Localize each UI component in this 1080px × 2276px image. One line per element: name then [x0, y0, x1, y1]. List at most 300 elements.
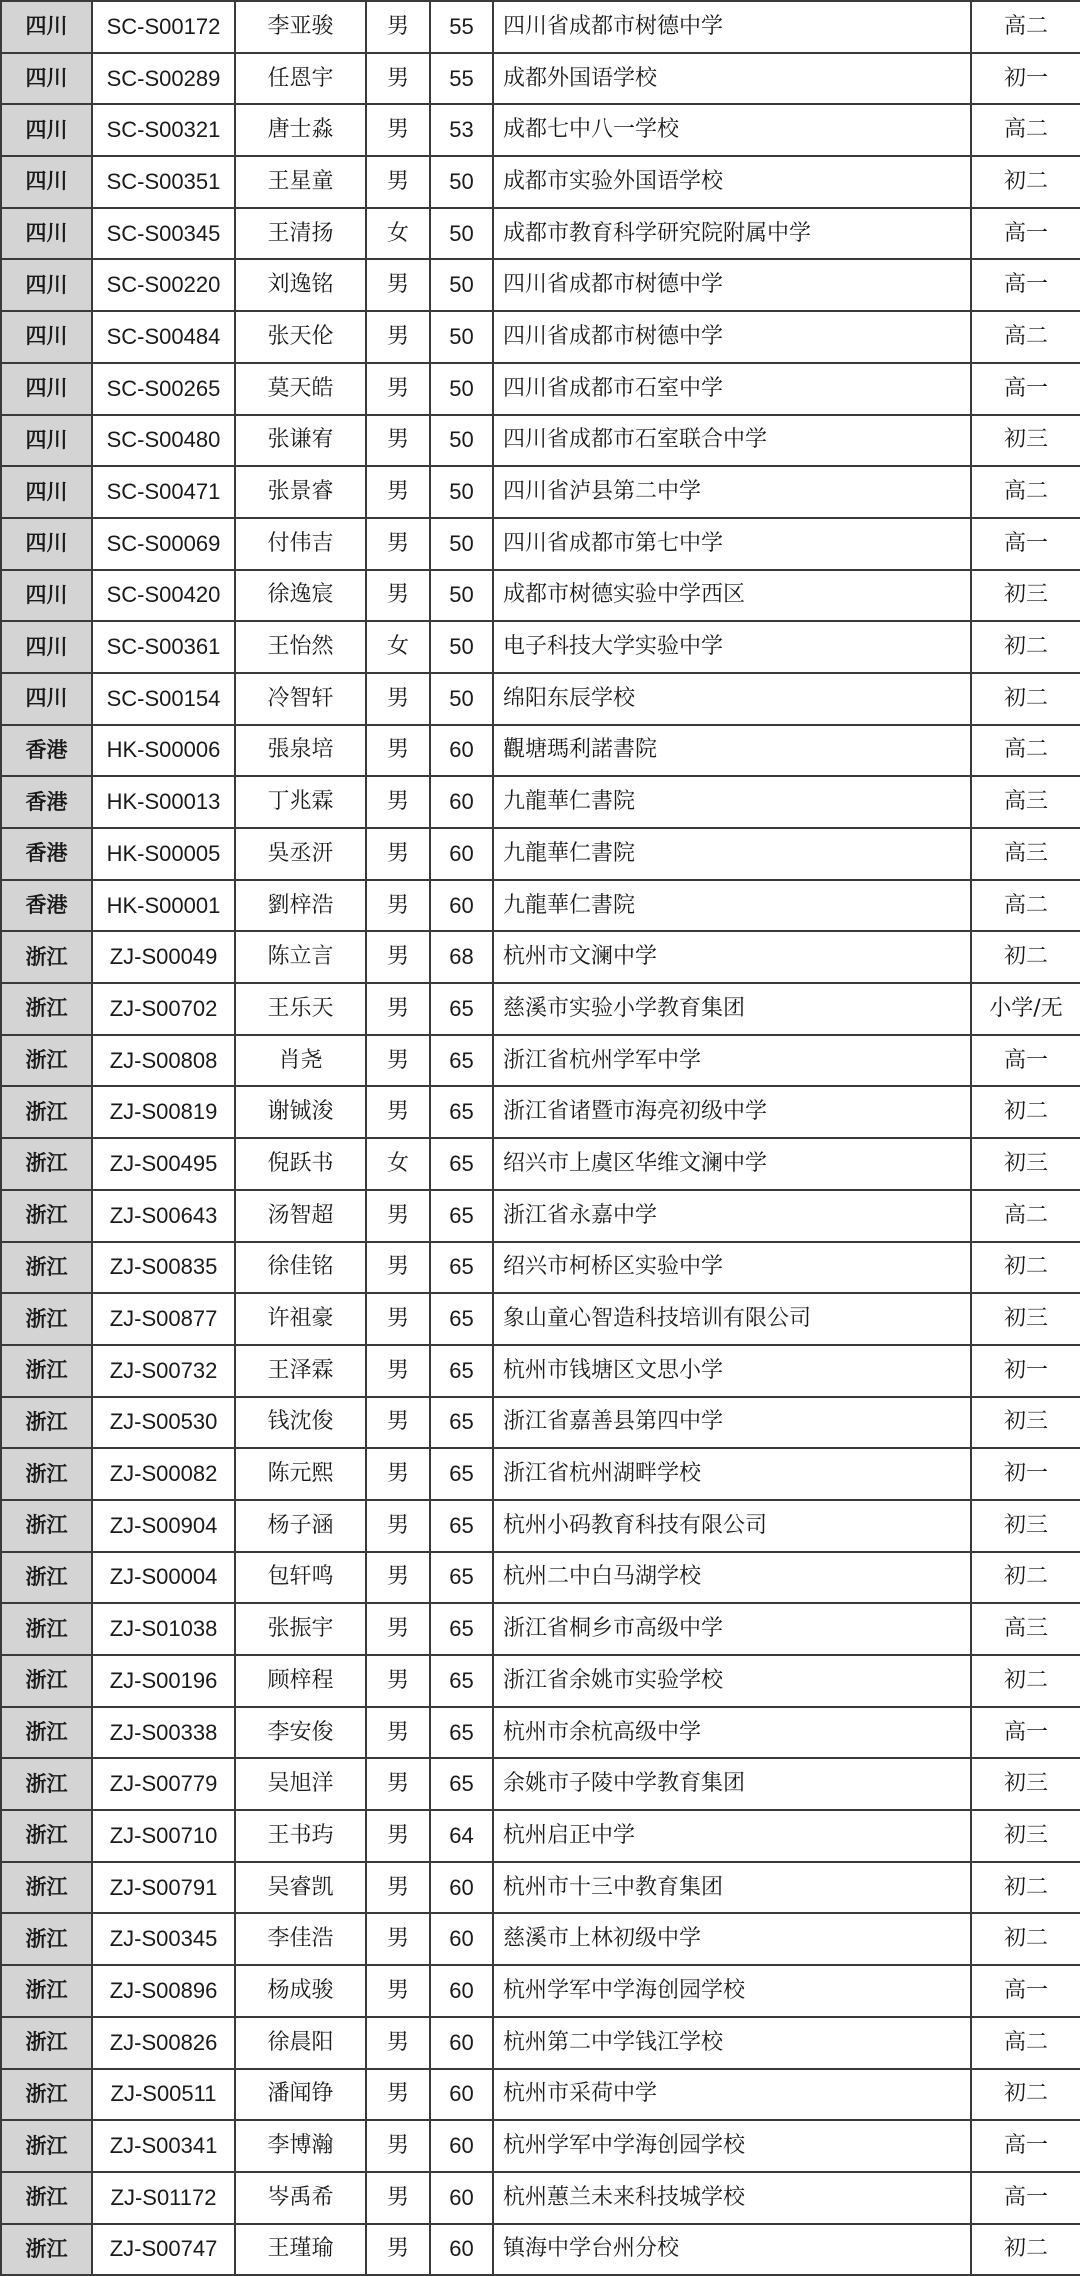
province-cell: 四川	[1, 466, 92, 518]
gender-cell: 男	[366, 880, 430, 932]
gender-cell: 男	[366, 1345, 430, 1397]
score-cell: 53	[430, 104, 493, 156]
school-cell: 杭州市文澜中学	[493, 931, 971, 983]
grade-cell: 小学/无	[971, 983, 1080, 1035]
gender-cell: 男	[366, 725, 430, 777]
table-row	[1, 1190, 1080, 1242]
candidate-id-cell: SC-S00471	[92, 466, 235, 518]
name-cell: 徐佳铭	[235, 1242, 366, 1294]
name-cell: 唐士淼	[235, 104, 366, 156]
province-cell: 浙江	[1, 1758, 92, 1810]
school-cell: 杭州第二中学钱江学校	[493, 2017, 971, 2069]
school-cell: 觀塘瑪利諾書院	[493, 725, 971, 777]
province-cell: 浙江	[1, 2120, 92, 2172]
candidate-id-cell: ZJ-S01038	[92, 1603, 235, 1655]
school-cell: 杭州学军中学海创园学校	[493, 2120, 971, 2172]
province-cell: 浙江	[1, 1242, 92, 1294]
results-table-body	[1, 1, 1080, 2275]
gender-cell: 男	[366, 673, 430, 725]
grade-cell: 高二	[971, 311, 1080, 363]
school-cell: 杭州蕙兰未来科技城学校	[493, 2172, 971, 2224]
table-row	[1, 208, 1080, 260]
candidate-id-cell: ZJ-S00049	[92, 931, 235, 983]
score-cell: 65	[430, 1397, 493, 1449]
grade-cell: 初二	[971, 931, 1080, 983]
grade-cell: 初三	[971, 415, 1080, 467]
province-cell: 四川	[1, 1, 92, 53]
name-cell: 莫天皓	[235, 363, 366, 415]
name-cell: 王怡然	[235, 621, 366, 673]
score-cell: 65	[430, 1035, 493, 1087]
candidate-id-cell: ZJ-S00826	[92, 2017, 235, 2069]
table-row	[1, 983, 1080, 1035]
score-cell: 65	[430, 1086, 493, 1138]
province-cell: 浙江	[1, 1035, 92, 1087]
grade-cell: 初三	[971, 1293, 1080, 1345]
name-cell: 刘逸铭	[235, 259, 366, 311]
gender-cell: 男	[366, 53, 430, 105]
table-row	[1, 1448, 1080, 1500]
name-cell: 李博瀚	[235, 2120, 366, 2172]
name-cell: 陈元熙	[235, 1448, 366, 1500]
name-cell: 劉梓浩	[235, 880, 366, 932]
candidate-id-cell: SC-S00069	[92, 518, 235, 570]
candidate-id-cell: ZJ-S00196	[92, 1655, 235, 1707]
school-cell: 慈溪市实验小学教育集团	[493, 983, 971, 1035]
candidate-id-cell: SC-S00321	[92, 104, 235, 156]
table-row	[1, 363, 1080, 415]
school-cell: 杭州市钱塘区文思小学	[493, 1345, 971, 1397]
score-cell: 65	[430, 983, 493, 1035]
grade-cell: 初二	[971, 673, 1080, 725]
grade-cell: 高一	[971, 2120, 1080, 2172]
candidate-id-cell: ZJ-S00835	[92, 1242, 235, 1294]
score-cell: 68	[430, 931, 493, 983]
grade-cell: 高二	[971, 1, 1080, 53]
grade-cell: 高一	[971, 1035, 1080, 1087]
name-cell: 许祖豪	[235, 1293, 366, 1345]
score-cell: 65	[430, 1603, 493, 1655]
school-cell: 杭州市采荷中学	[493, 2069, 971, 2121]
name-cell: 吴睿凯	[235, 1862, 366, 1914]
school-cell: 浙江省杭州学军中学	[493, 1035, 971, 1087]
province-cell: 四川	[1, 104, 92, 156]
table-row	[1, 2172, 1080, 2224]
name-cell: 杨成骏	[235, 1965, 366, 2017]
school-cell: 慈溪市上林初级中学	[493, 1913, 971, 1965]
candidate-id-cell: ZJ-S01172	[92, 2172, 235, 2224]
grade-cell: 初二	[971, 1086, 1080, 1138]
candidate-id-cell: ZJ-S00082	[92, 1448, 235, 1500]
candidate-id-cell: ZJ-S00808	[92, 1035, 235, 1087]
gender-cell: 男	[366, 518, 430, 570]
school-cell: 浙江省诸暨市海亮初级中学	[493, 1086, 971, 1138]
table-row	[1, 518, 1080, 570]
gender-cell: 男	[366, 2017, 430, 2069]
province-cell: 浙江	[1, 1448, 92, 1500]
gender-cell: 男	[366, 1, 430, 53]
school-cell: 九龍華仁書院	[493, 776, 971, 828]
table-row	[1, 1345, 1080, 1397]
province-cell: 四川	[1, 208, 92, 260]
school-cell: 成都市树德实验中学西区	[493, 570, 971, 622]
table-row	[1, 931, 1080, 983]
province-cell: 浙江	[1, 2017, 92, 2069]
gender-cell: 男	[366, 1500, 430, 1552]
name-cell: 任恩宇	[235, 53, 366, 105]
candidate-id-cell: HK-S00006	[92, 725, 235, 777]
table-row	[1, 1, 1080, 53]
gender-cell: 女	[366, 1138, 430, 1190]
school-cell: 四川省成都市石室联合中学	[493, 415, 971, 467]
gender-cell: 男	[366, 311, 430, 363]
table-row	[1, 2224, 1080, 2276]
name-cell: 付伟吉	[235, 518, 366, 570]
score-cell: 65	[430, 1758, 493, 1810]
name-cell: 钱沈俊	[235, 1397, 366, 1449]
table-row	[1, 1707, 1080, 1759]
province-cell: 四川	[1, 570, 92, 622]
province-cell: 浙江	[1, 1293, 92, 1345]
school-cell: 杭州小码教育科技有限公司	[493, 1500, 971, 1552]
gender-cell: 男	[366, 1397, 430, 1449]
candidate-id-cell: ZJ-S00530	[92, 1397, 235, 1449]
gender-cell: 男	[366, 570, 430, 622]
name-cell: 王星童	[235, 156, 366, 208]
grade-cell: 初二	[971, 156, 1080, 208]
province-cell: 浙江	[1, 2224, 92, 2276]
school-cell: 浙江省永嘉中学	[493, 1190, 971, 1242]
candidate-id-cell: ZJ-S00904	[92, 1500, 235, 1552]
grade-cell: 初一	[971, 1345, 1080, 1397]
grade-cell: 初三	[971, 1500, 1080, 1552]
gender-cell: 女	[366, 208, 430, 260]
grade-cell: 高一	[971, 1707, 1080, 1759]
candidate-id-cell: HK-S00001	[92, 880, 235, 932]
province-cell: 香港	[1, 776, 92, 828]
gender-cell: 男	[366, 466, 430, 518]
score-cell: 65	[430, 1345, 493, 1397]
score-cell: 60	[430, 2172, 493, 2224]
score-cell: 60	[430, 2069, 493, 2121]
candidate-id-cell: ZJ-S00877	[92, 1293, 235, 1345]
candidate-id-cell: ZJ-S00896	[92, 1965, 235, 2017]
table-row	[1, 1397, 1080, 1449]
school-cell: 四川省成都市第七中学	[493, 518, 971, 570]
table-row	[1, 1242, 1080, 1294]
grade-cell: 高三	[971, 776, 1080, 828]
province-cell: 浙江	[1, 1965, 92, 2017]
score-cell: 50	[430, 311, 493, 363]
gender-cell: 男	[366, 1086, 430, 1138]
gender-cell: 男	[366, 2172, 430, 2224]
grade-cell: 初二	[971, 1862, 1080, 1914]
name-cell: 潘闻铮	[235, 2069, 366, 2121]
school-cell: 成都外国语学校	[493, 53, 971, 105]
province-cell: 四川	[1, 621, 92, 673]
school-cell: 杭州启正中学	[493, 1810, 971, 1862]
table-row	[1, 466, 1080, 518]
school-cell: 四川省成都市树德中学	[493, 311, 971, 363]
province-cell: 四川	[1, 53, 92, 105]
school-cell: 杭州学军中学海创园学校	[493, 1965, 971, 2017]
score-cell: 50	[430, 466, 493, 518]
name-cell: 王清扬	[235, 208, 366, 260]
province-cell: 四川	[1, 673, 92, 725]
grade-cell: 初三	[971, 570, 1080, 622]
score-cell: 60	[430, 2120, 493, 2172]
score-cell: 55	[430, 1, 493, 53]
school-cell: 绍兴市柯桥区实验中学	[493, 1242, 971, 1294]
gender-cell: 男	[366, 363, 430, 415]
name-cell: 吴旭洋	[235, 1758, 366, 1810]
score-cell: 60	[430, 1913, 493, 1965]
province-cell: 浙江	[1, 1138, 92, 1190]
gender-cell: 男	[366, 1293, 430, 1345]
score-cell: 50	[430, 259, 493, 311]
score-cell: 65	[430, 1552, 493, 1604]
name-cell: 陈立言	[235, 931, 366, 983]
candidate-id-cell: SC-S00265	[92, 363, 235, 415]
score-cell: 50	[430, 621, 493, 673]
school-cell: 杭州二中白马湖学校	[493, 1552, 971, 1604]
school-cell: 九龍華仁書院	[493, 880, 971, 932]
name-cell: 冷智轩	[235, 673, 366, 725]
gender-cell: 男	[366, 104, 430, 156]
grade-cell: 高三	[971, 1603, 1080, 1655]
table-row	[1, 104, 1080, 156]
table-row	[1, 1758, 1080, 1810]
score-cell: 60	[430, 2017, 493, 2069]
school-cell: 成都七中八一学校	[493, 104, 971, 156]
gender-cell: 男	[366, 2069, 430, 2121]
score-cell: 60	[430, 2224, 493, 2276]
name-cell: 王泽霖	[235, 1345, 366, 1397]
gender-cell: 男	[366, 983, 430, 1035]
candidate-id-cell: SC-S00172	[92, 1, 235, 53]
gender-cell: 男	[366, 1862, 430, 1914]
name-cell: 倪跃书	[235, 1138, 366, 1190]
name-cell: 吳丞汧	[235, 828, 366, 880]
grade-cell: 初一	[971, 53, 1080, 105]
school-cell: 杭州市余杭高级中学	[493, 1707, 971, 1759]
candidate-id-cell: ZJ-S00341	[92, 2120, 235, 2172]
candidate-id-cell: ZJ-S00732	[92, 1345, 235, 1397]
score-cell: 65	[430, 1293, 493, 1345]
candidate-id-cell: ZJ-S00819	[92, 1086, 235, 1138]
candidate-id-cell: ZJ-S00345	[92, 1913, 235, 1965]
table-row	[1, 673, 1080, 725]
province-cell: 四川	[1, 156, 92, 208]
name-cell: 汤智超	[235, 1190, 366, 1242]
province-cell: 浙江	[1, 1086, 92, 1138]
grade-cell: 高一	[971, 363, 1080, 415]
candidate-id-cell: SC-S00345	[92, 208, 235, 260]
table-row	[1, 259, 1080, 311]
province-cell: 香港	[1, 725, 92, 777]
grade-cell: 高二	[971, 1190, 1080, 1242]
table-row	[1, 1293, 1080, 1345]
name-cell: 王瑾瑜	[235, 2224, 366, 2276]
gender-cell: 男	[366, 2120, 430, 2172]
gender-cell: 男	[366, 931, 430, 983]
grade-cell: 初三	[971, 1758, 1080, 1810]
grade-cell: 高二	[971, 104, 1080, 156]
grade-cell: 高二	[971, 2017, 1080, 2069]
school-cell: 浙江省杭州湖畔学校	[493, 1448, 971, 1500]
name-cell: 李安俊	[235, 1707, 366, 1759]
province-cell: 香港	[1, 828, 92, 880]
province-cell: 四川	[1, 311, 92, 363]
province-cell: 浙江	[1, 1707, 92, 1759]
table-row	[1, 1965, 1080, 2017]
score-cell: 50	[430, 415, 493, 467]
score-cell: 50	[430, 208, 493, 260]
school-cell: 象山童心智造科技培训有限公司	[493, 1293, 971, 1345]
school-cell: 余姚市子陵中学教育集团	[493, 1758, 971, 1810]
candidate-id-cell: ZJ-S00004	[92, 1552, 235, 1604]
table-row	[1, 880, 1080, 932]
grade-cell: 初三	[971, 1138, 1080, 1190]
name-cell: 张天伦	[235, 311, 366, 363]
gender-cell: 男	[366, 1965, 430, 2017]
table-row	[1, 2017, 1080, 2069]
grade-cell: 高一	[971, 1965, 1080, 2017]
grade-cell: 初一	[971, 1448, 1080, 1500]
score-cell: 50	[430, 673, 493, 725]
candidate-id-cell: SC-S00484	[92, 311, 235, 363]
score-cell: 60	[430, 725, 493, 777]
name-cell: 徐逸宸	[235, 570, 366, 622]
province-cell: 四川	[1, 415, 92, 467]
score-cell: 60	[430, 776, 493, 828]
table-row	[1, 2069, 1080, 2121]
table-row	[1, 570, 1080, 622]
gender-cell: 女	[366, 621, 430, 673]
gender-cell: 男	[366, 2224, 430, 2276]
province-cell: 四川	[1, 518, 92, 570]
table-row	[1, 1810, 1080, 1862]
candidate-id-cell: ZJ-S00710	[92, 1810, 235, 1862]
table-row	[1, 776, 1080, 828]
province-cell: 浙江	[1, 2172, 92, 2224]
gender-cell: 男	[366, 1448, 430, 1500]
province-cell: 浙江	[1, 1500, 92, 1552]
province-cell: 浙江	[1, 931, 92, 983]
name-cell: 张振宇	[235, 1603, 366, 1655]
grade-cell: 高一	[971, 259, 1080, 311]
province-cell: 浙江	[1, 1810, 92, 1862]
score-cell: 64	[430, 1810, 493, 1862]
candidate-id-cell: SC-S00480	[92, 415, 235, 467]
score-cell: 60	[430, 828, 493, 880]
name-cell: 王乐天	[235, 983, 366, 1035]
name-cell: 包轩鸣	[235, 1552, 366, 1604]
gender-cell: 男	[366, 1758, 430, 1810]
table-row	[1, 725, 1080, 777]
candidate-id-cell: ZJ-S00779	[92, 1758, 235, 1810]
school-cell: 成都市教育科学研究院附属中学	[493, 208, 971, 260]
table-row	[1, 828, 1080, 880]
score-cell: 65	[430, 1242, 493, 1294]
score-cell: 50	[430, 156, 493, 208]
school-cell: 四川省泸县第二中学	[493, 466, 971, 518]
score-cell: 65	[430, 1500, 493, 1552]
grade-cell: 初二	[971, 1655, 1080, 1707]
candidate-id-cell: ZJ-S00338	[92, 1707, 235, 1759]
school-cell: 九龍華仁書院	[493, 828, 971, 880]
name-cell: 顾梓程	[235, 1655, 366, 1707]
name-cell: 李佳浩	[235, 1913, 366, 1965]
grade-cell: 初二	[971, 2069, 1080, 2121]
table-row	[1, 1500, 1080, 1552]
gender-cell: 男	[366, 1913, 430, 1965]
score-cell: 65	[430, 1190, 493, 1242]
gender-cell: 男	[366, 776, 430, 828]
score-cell: 65	[430, 1655, 493, 1707]
province-cell: 浙江	[1, 1913, 92, 1965]
score-cell: 50	[430, 363, 493, 415]
grade-cell: 高一	[971, 2172, 1080, 2224]
grade-cell: 初二	[971, 621, 1080, 673]
school-cell: 绵阳东辰学校	[493, 673, 971, 725]
grade-cell: 初二	[971, 1552, 1080, 1604]
table-row	[1, 621, 1080, 673]
candidate-id-cell: ZJ-S00791	[92, 1862, 235, 1914]
candidate-id-cell: HK-S00013	[92, 776, 235, 828]
grade-cell: 初二	[971, 1242, 1080, 1294]
table-row	[1, 1913, 1080, 1965]
name-cell: 杨子涵	[235, 1500, 366, 1552]
candidate-id-cell: ZJ-S00747	[92, 2224, 235, 2276]
school-cell: 四川省成都市树德中学	[493, 259, 971, 311]
table-row	[1, 415, 1080, 467]
gender-cell: 男	[366, 1707, 430, 1759]
gender-cell: 男	[366, 1242, 430, 1294]
gender-cell: 男	[366, 1655, 430, 1707]
grade-cell: 初二	[971, 2224, 1080, 2276]
province-cell: 浙江	[1, 1655, 92, 1707]
school-cell: 绍兴市上虞区华维文澜中学	[493, 1138, 971, 1190]
name-cell: 张谦宥	[235, 415, 366, 467]
score-cell: 65	[430, 1707, 493, 1759]
province-cell: 浙江	[1, 983, 92, 1035]
province-cell: 浙江	[1, 1552, 92, 1604]
province-cell: 四川	[1, 259, 92, 311]
school-cell: 杭州市十三中教育集团	[493, 1862, 971, 1914]
province-cell: 浙江	[1, 1862, 92, 1914]
table-row	[1, 53, 1080, 105]
candidate-id-cell: SC-S00351	[92, 156, 235, 208]
province-cell: 浙江	[1, 1345, 92, 1397]
school-cell: 四川省成都市石室中学	[493, 363, 971, 415]
grade-cell: 高一	[971, 208, 1080, 260]
province-cell: 浙江	[1, 1397, 92, 1449]
school-cell: 浙江省桐乡市高级中学	[493, 1603, 971, 1655]
name-cell: 張泉培	[235, 725, 366, 777]
school-cell: 镇海中学台州分校	[493, 2224, 971, 2276]
gender-cell: 男	[366, 828, 430, 880]
table-row	[1, 1862, 1080, 1914]
candidate-id-cell: SC-S00361	[92, 621, 235, 673]
candidate-id-cell: SC-S00289	[92, 53, 235, 105]
gender-cell: 男	[366, 156, 430, 208]
gender-cell: 男	[366, 1552, 430, 1604]
gender-cell: 男	[366, 1810, 430, 1862]
score-cell: 65	[430, 1448, 493, 1500]
name-cell: 肖尧	[235, 1035, 366, 1087]
school-cell: 电子科技大学实验中学	[493, 621, 971, 673]
